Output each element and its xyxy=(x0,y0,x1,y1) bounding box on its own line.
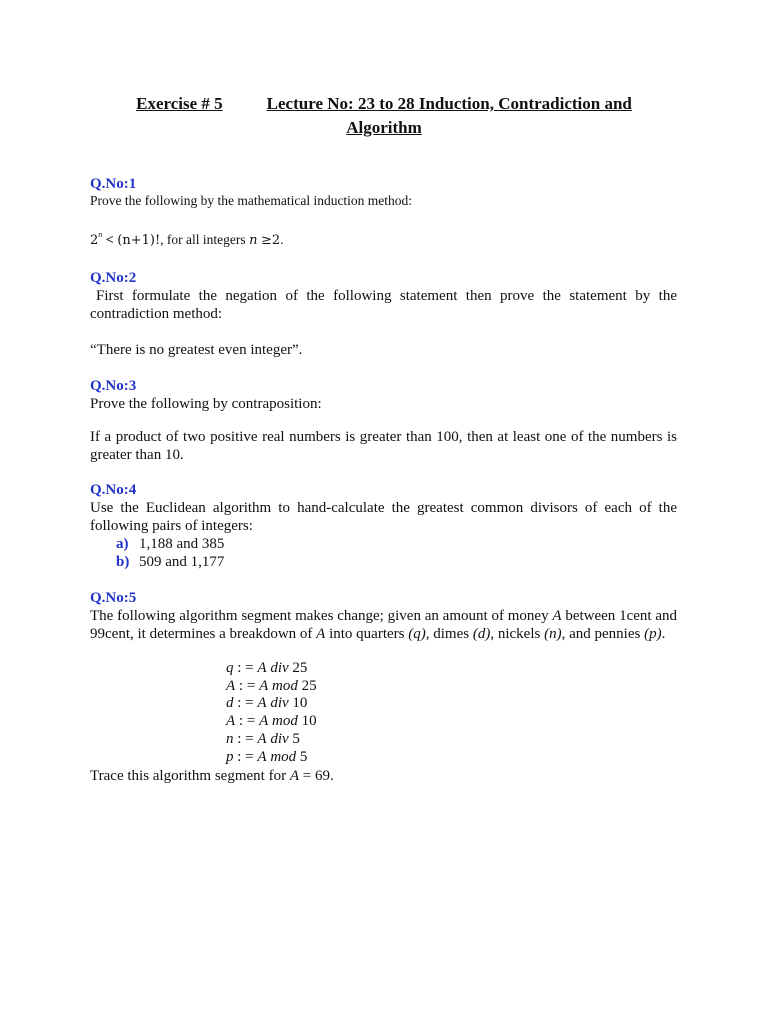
algorithm-line: q : = A div 25 xyxy=(226,660,308,676)
question-5-heading: Q.No:5 xyxy=(90,590,137,606)
lecture-range: Lecture No: 23 to 28 Induction, Contradiction and xyxy=(266,94,632,113)
algorithm-line: p : = A mod 5 xyxy=(226,748,308,765)
page-title xyxy=(100,92,668,116)
list-item: a) 1,188 and 385 xyxy=(116,536,225,552)
algorithm-line: A : = A mod 10 xyxy=(226,713,317,730)
question-4-heading: Q.No:4 xyxy=(90,482,137,498)
question-2-heading: Q.No:2 xyxy=(90,270,137,286)
page-title-continued: Algorithm xyxy=(346,118,422,137)
question-3-heading: Q.No:3 xyxy=(90,378,137,394)
question-2-prompt: First formulate the negation of the following statement then prove the statement by the contradiction method: xyxy=(90,288,677,322)
question-5-intro: The following algorithm segment makes change; given an amount of money A between 1cent and 99cent, it determines a breakdown of A into quarters (q), dimes (d), nickels (n), and pennies (p). xyxy=(90,608,677,642)
algorithm-segment xyxy=(226,660,317,766)
question-3-prompt: Prove the following by contraposition: xyxy=(90,396,322,412)
question-1-heading: Q.No:1 xyxy=(90,176,137,192)
question-4-prompt: Use the Euclidean algorithm to hand-calculate the greatest common divisors of each of the following pairs of integers: xyxy=(90,500,677,534)
question-1-expression: 2$^n$ < (n+1)!, for all integers n ≥2. xyxy=(90,230,284,248)
question-5-trace: Trace this algorithm segment for A = 69. xyxy=(90,768,334,784)
question-1-prompt: Prove the following by the mathematical induction method: xyxy=(90,193,413,208)
exercise-number: Exercise # 5 xyxy=(136,94,223,113)
algorithm-line: A : = A mod 25 xyxy=(226,677,317,694)
question-2-statement: “There is no greatest even integer”. xyxy=(90,342,303,358)
algorithm-line: n : = A div 5 xyxy=(226,730,300,747)
algorithm-line: d : = A div 10 xyxy=(226,695,308,712)
question-3-statement: If a product of two positive real numbers is greater than 100, then at least one of the numbers is greater than 10. xyxy=(90,429,677,463)
list-item: b) 509 and 1,177 xyxy=(116,554,225,570)
